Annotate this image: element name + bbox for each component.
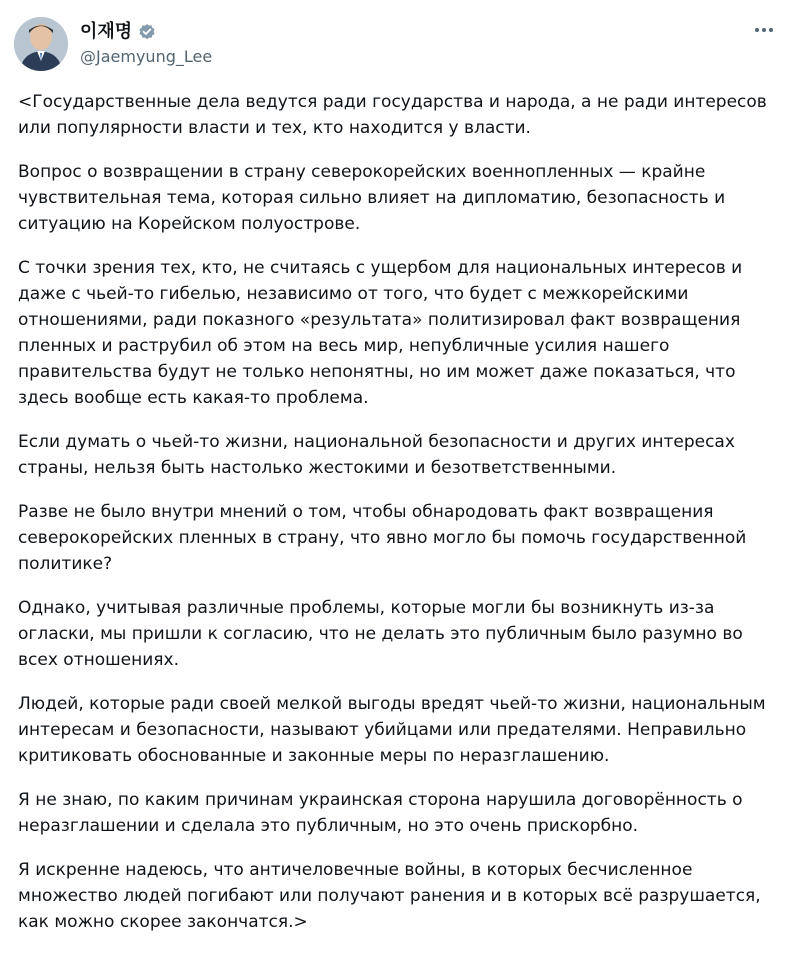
post-paragraph: Разве не было внутри мнений о том, чтобы обнародовать факт возвращения северокорейских пленных в страну, что явно могло бы помочь государственной политике? xyxy=(18,502,747,574)
post-paragraph: Однако, учитывая различные проблемы, которые могли бы возникнуть из-за огласки, мы пришли к согласию, что не делать это публичным было разумно во всех отношениях. xyxy=(18,598,743,670)
display-name-row xyxy=(80,20,212,44)
post-paragraph: С точки зрения тех, кто, не считаясь с ущербом для национальных интересов и даже с чьей-то гибелью, независимо от того, что будет с межкорейскими отношениями, ради показного «результата» политизировал факт возвращения пленных и раструбил об этом на весь мир, непубличные усилия нашего правительства будут не только непонятны, но им может даже показаться, что здесь вообще есть какая-то проблема. xyxy=(18,258,743,408)
post-paragraph: Вопрос о возвращении в страну северокорейских военнопленных — крайне чувствительная тема, которая сильно влияет на дипломатию, безопасность и ситуацию на Корейском полуострове. xyxy=(18,162,726,234)
handle[interactable]: @Jaemyung_Lee xyxy=(80,47,213,66)
avatar-image xyxy=(14,17,68,71)
post-body xyxy=(18,89,788,953)
avatar[interactable] xyxy=(14,17,68,71)
post-paragraph: Людей, которые ради своей мелкой выгоды вредят чьей-то жизни, национальным интересам и безопасности, называют убийцами или предателями. Неправильно критиковать обоснованные и законные меры по неразглашению. xyxy=(18,694,766,766)
more-options-icon[interactable] xyxy=(752,20,776,40)
post-paragraph: Я искренне надеюсь, что античеловечные войны, в которых бесчисленное множество людей погибают или получают ранения и в которых всё разрушается, как можно скорее закончатся.> xyxy=(18,860,761,932)
display-name[interactable]: 이재명 xyxy=(80,21,133,42)
post-header xyxy=(14,14,786,76)
post-paragraph: <Государственные дела ведутся ради государства и народа, а не ради интересов или популярности власти и тех, кто находится у власти. xyxy=(18,92,767,138)
verified-badge-icon xyxy=(138,23,156,41)
author-block xyxy=(80,20,212,68)
post-paragraph: Если думать о чьей-то жизни, национальной безопасности и других интересах страны, нельзя быть настолько жестокими и безответственными. xyxy=(18,432,735,478)
post-paragraph: Я не знаю, по каким причинам украинская сторона нарушила договорённость о неразглашении и сделала это публичным, но это очень прискорбно. xyxy=(18,790,743,836)
